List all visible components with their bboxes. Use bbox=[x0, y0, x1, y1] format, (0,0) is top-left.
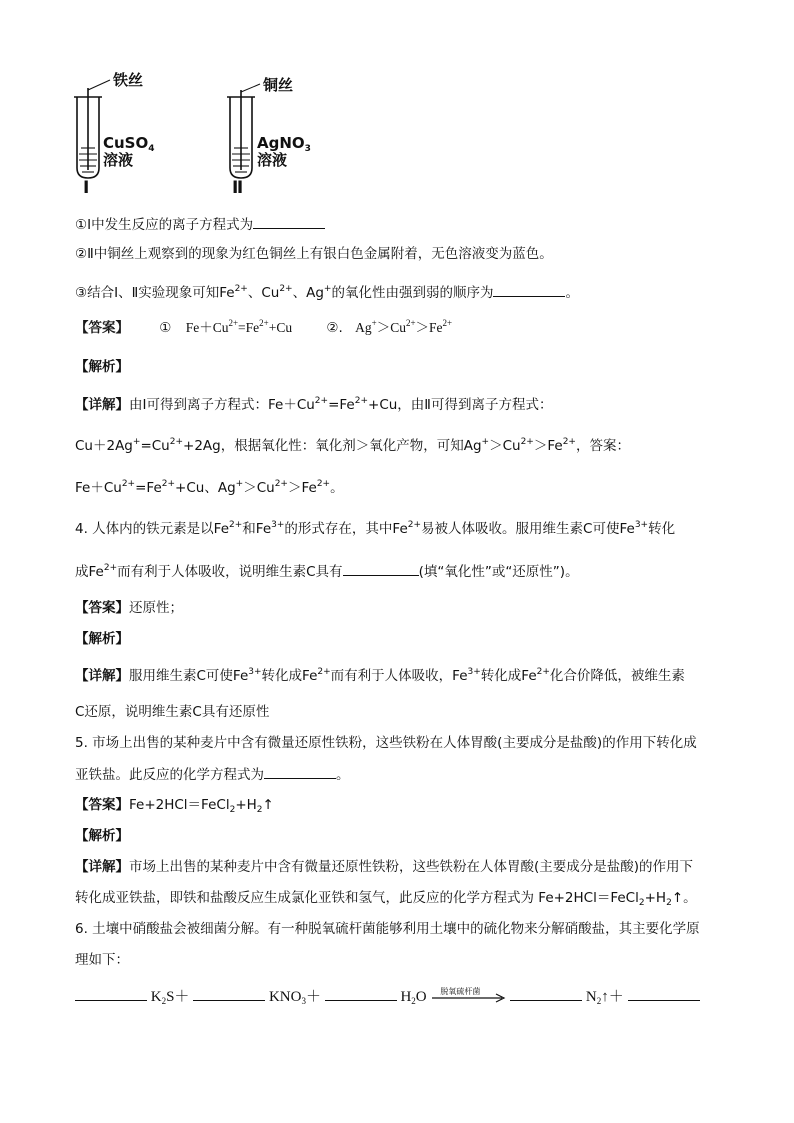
tube2-wire-label: 铜丝 bbox=[263, 76, 294, 94]
answer-blank[interactable] bbox=[493, 282, 565, 297]
tube1-wire-label: 铁丝 bbox=[113, 71, 144, 89]
q3-sub1: ①Ⅰ中发生反应的离子方程式为 bbox=[75, 214, 325, 235]
q4-analysis-tag: 【解析】 bbox=[75, 631, 129, 647]
reaction-arrow bbox=[430, 986, 506, 1006]
coefficient-blank[interactable] bbox=[325, 986, 397, 1001]
q6-equation: $K_2S+ KNO_3+ H_2O$ 脱氧硫杆菌 $N_2↑+$ bbox=[75, 986, 700, 1007]
q5-detail-line1: 【详解】市场上出售的某种麦片中含有微量还原性铁粉，这些铁粉在人体胃酸(主要成分是盐酸)的作用下 bbox=[75, 859, 694, 875]
q4-line2: 成$Fe^{2+}$而有利于人体吸收，说明维生素C具有 (填“氧化性”或“还原性”)。 bbox=[75, 563, 579, 580]
q4-answer: 【答案】还原性； bbox=[75, 600, 183, 616]
coefficient-blank[interactable] bbox=[510, 986, 582, 1001]
q3-answer: 【答案】 ① $Fe+Cu^{2+}=Fe^{2+}+Cu$ ②. $Ag^+>Cu^{2+}>Fe^{2+}$ bbox=[75, 318, 453, 336]
tube2-solution-label: AgNO$_3$ 溶液 bbox=[257, 134, 311, 169]
answer-blank[interactable] bbox=[343, 561, 419, 576]
q3-detail-line3: $Fe+Cu^{2+}=Fe^{2+}+Cu$、$Ag^+>Cu^{2+}>Fe^{2+}$。 bbox=[75, 479, 344, 496]
q4-line1: 4. 人体内的铁元素是以$Fe^{2+}$和$Fe^{3+}$的形式存在，其中$Fe^{2+}$易被人体吸收。服用维生素C可使$Fe^{3+}$转化 bbox=[75, 520, 676, 537]
q5-line2: 亚铁盐。此反应的化学方程式为 。 bbox=[75, 764, 350, 785]
q3-analysis-tag: 【解析】 bbox=[75, 359, 129, 375]
q6-line1: 6. 土壤中硝酸盐会被细菌分解。有一种脱氧硫杆菌能够利用土壤中的硫化物来分解硝酸盐，其主要化学原 bbox=[75, 921, 700, 937]
q3-detail-line2: $Cu+2Ag^+=Cu^{2+}+2Ag$，根据氧化性：氧化剂＞氧化产物，可知$Ag^+>Cu^{2+}>Fe^{2+}$，答案： bbox=[75, 437, 630, 454]
q3-detail-line1: 【详解】由Ⅰ可得到离子方程式：$Fe+Cu^{2+}=Fe^{2+}+Cu$，由Ⅱ可得到离子方程式： bbox=[75, 396, 553, 413]
tube1-numeral: Ⅰ bbox=[83, 178, 90, 198]
coefficient-blank[interactable] bbox=[75, 986, 147, 1001]
q3-sub3: ③结合Ⅰ、Ⅱ实验现象可知$Fe^{2+}$、$Cu^{2+}$、Ag+的氧化性由强到弱的顺序为 。 bbox=[75, 284, 579, 301]
q5-answer: 【答案】$Fe+2HCl=FeCl_2+H_2↑$ bbox=[75, 797, 274, 815]
arrow-right-icon bbox=[430, 990, 506, 1006]
q4-detail-line2: C还原，说明维生素C具有还原性 bbox=[75, 704, 270, 720]
q4-detail-line1: 【详解】服用维生素C可使$Fe^{3+}$转化成$Fe^{2+}$而有利于人体吸收，$Fe^{3+}$转化成$Fe^{2+}$化合价降低，被维生素 bbox=[75, 667, 685, 684]
tube2-numeral: Ⅱ bbox=[232, 178, 244, 198]
answer-blank[interactable] bbox=[253, 214, 325, 229]
q6-line2: 理如下： bbox=[75, 952, 129, 968]
coefficient-blank[interactable] bbox=[193, 986, 265, 1001]
q3-sub2: ②Ⅱ中铜丝上观察到的现象为红色铜丝上有银白色金属附着，无色溶液变为蓝色。 bbox=[75, 246, 553, 262]
reaction-condition: 脱氧硫杆菌 bbox=[440, 986, 481, 996]
test-tube-2 bbox=[227, 84, 260, 178]
tube1-solution-label: CuSO$_4$ 溶液 bbox=[103, 134, 155, 169]
q5-line1: 5. 市场上出售的某种麦片中含有微量还原性铁粉，这些铁粉在人体胃酸(主要成分是盐酸)的作用下转化成 bbox=[75, 735, 697, 751]
coefficient-blank[interactable] bbox=[628, 986, 700, 1001]
q5-detail-line2: 转化成亚铁盐，即铁和盐酸反应生成氯化亚铁和氢气，此反应的化学方程式为 $Fe+2HCl=FeCl_2+H_2↑$。 bbox=[75, 890, 697, 908]
q5-analysis-tag: 【解析】 bbox=[75, 828, 129, 844]
answer-blank[interactable] bbox=[264, 764, 336, 779]
